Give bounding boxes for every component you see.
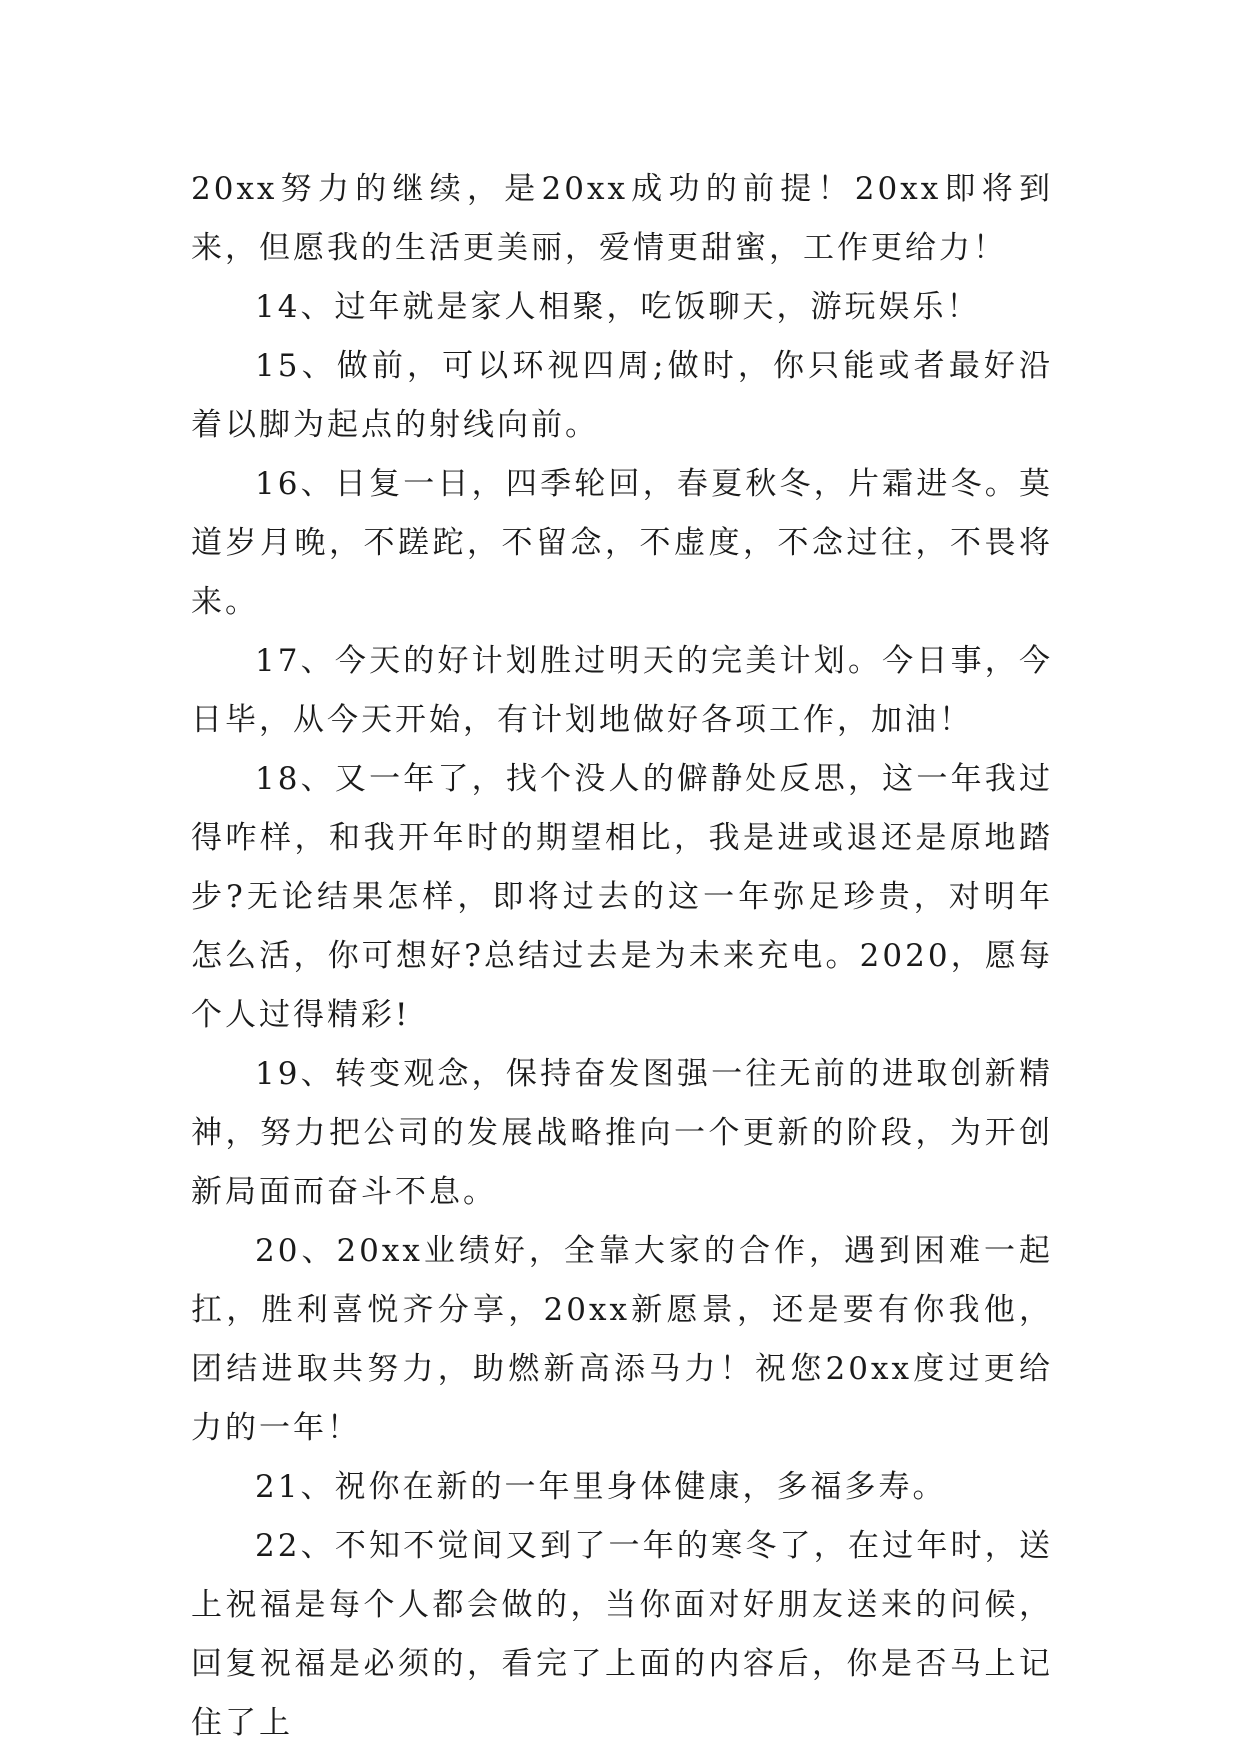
- paragraph-15: 15、做前，可以环视四周;做时，你只能或者最好沿着以脚为起点的射线向前。: [191, 348, 1053, 443]
- paragraph-continuation: 20xx努力的继续，是20xx成功的前提！20xx即将到来，但愿我的生活更美丽，爱情更甜蜜，工作更给力！: [191, 171, 1053, 266]
- paragraph-19: 19、转变观念，保持奋发图强一往无前的进取创新精神，努力把公司的发展战略推向一个更新的阶段，为开创新局面而奋斗不息。: [191, 1056, 1053, 1210]
- paragraph-14: 14、过年就是家人相聚，吃饭聊天，游玩娱乐！: [255, 289, 981, 325]
- paragraph-20: 20、20xx业绩好，全靠大家的合作，遇到困难一起扛，胜利喜悦齐分享，20xx新愿景，还是要有你我他，团结进取共努力，助燃新高添马力！祝您20xx度过更给力的一年！: [191, 1233, 1053, 1446]
- document-body: [191, 160, 1053, 1753]
- paragraph-18: 18、又一年了，找个没人的僻静处反思，这一年我过得咋样，和我开年时的期望相比，我是进或退还是原地踏步?无论结果怎样，即将过去的这一年弥足珍贵，对明年怎么活，你可想好?总结过去是为未来充电。2020，愿每个人过得精彩!: [191, 761, 1053, 1033]
- paragraph-21: 21、祝你在新的一年里身体健康，多福多寿。: [255, 1469, 947, 1505]
- paragraph-17: 17、今天的好计划胜过明天的完美计划。今日事，今日毕，从今天开始，有计划地做好各项工作，加油！: [191, 643, 1053, 738]
- paragraph-22: 22、不知不觉间又到了一年的寒冬了，在过年时，送上祝福是每个人都会做的，当你面对好朋友送来的问候，回复祝福是必须的，看完了上面的内容后，你是否马上记住了上: [191, 1528, 1053, 1741]
- paragraph-16: 16、日复一日，四季轮回，春夏秋冬，片霜进冬。莫道岁月晚，不蹉跎，不留念，不虚度，不念过往，不畏将来。: [191, 466, 1053, 620]
